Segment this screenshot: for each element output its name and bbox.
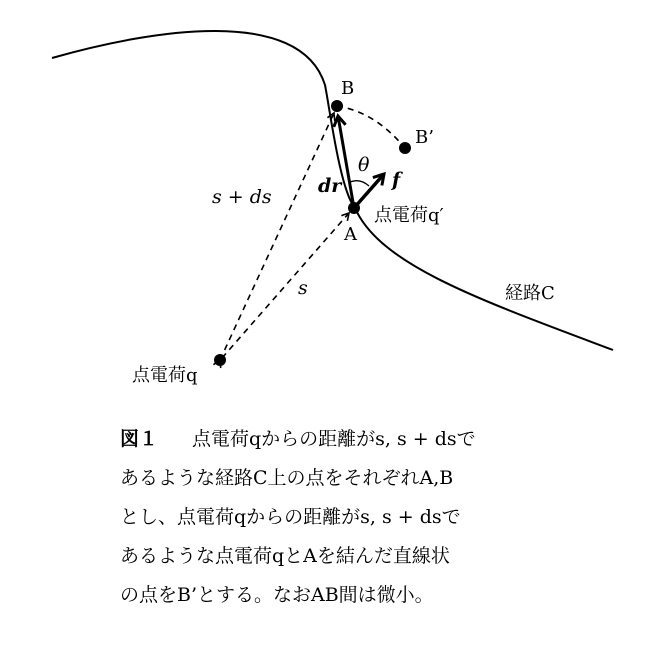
label-path-c: 経路C [505,283,555,304]
charge-q-dot [214,354,226,366]
point-b-prime-dot [399,142,411,154]
label-point-b-prime: B’ [415,127,434,148]
theta-arc [350,181,369,186]
caption-text-1: 点電荷qからの距離がs, s + dsで [192,428,476,450]
label-point-b: B [341,78,355,99]
point-b-dot [331,100,343,112]
label-theta: θ [358,154,370,176]
arc-b-to-b-prime [337,106,404,147]
label-point-a: A [344,224,357,245]
caption-line-1 [120,420,540,459]
caption-line-5: の点をB’とする。なおAB間は微小。 [120,584,434,606]
label-charge-q-prime: 点電荷q′ [374,205,444,226]
label-f: f [392,169,401,191]
caption-line-3: とし、点電荷qからの距離がs, s + dsで [120,506,461,528]
label-dr: dr [318,175,342,197]
point-a-dot [348,202,360,214]
f-vector [354,174,384,208]
label-s: s [298,277,308,299]
caption-line-4: あるような点電荷qとAを結んだ直線状 [120,545,450,567]
line-s-plus-ds [220,113,334,360]
label-s-plus-ds: s + ds [212,186,272,208]
caption-line-2: あるような経路C上の点をそれぞれA,B [120,467,454,489]
line-s [222,213,349,358]
figure-caption [120,420,540,615]
caption-title: 図１ [120,428,159,450]
label-charge-q: 点電荷q [132,365,198,386]
